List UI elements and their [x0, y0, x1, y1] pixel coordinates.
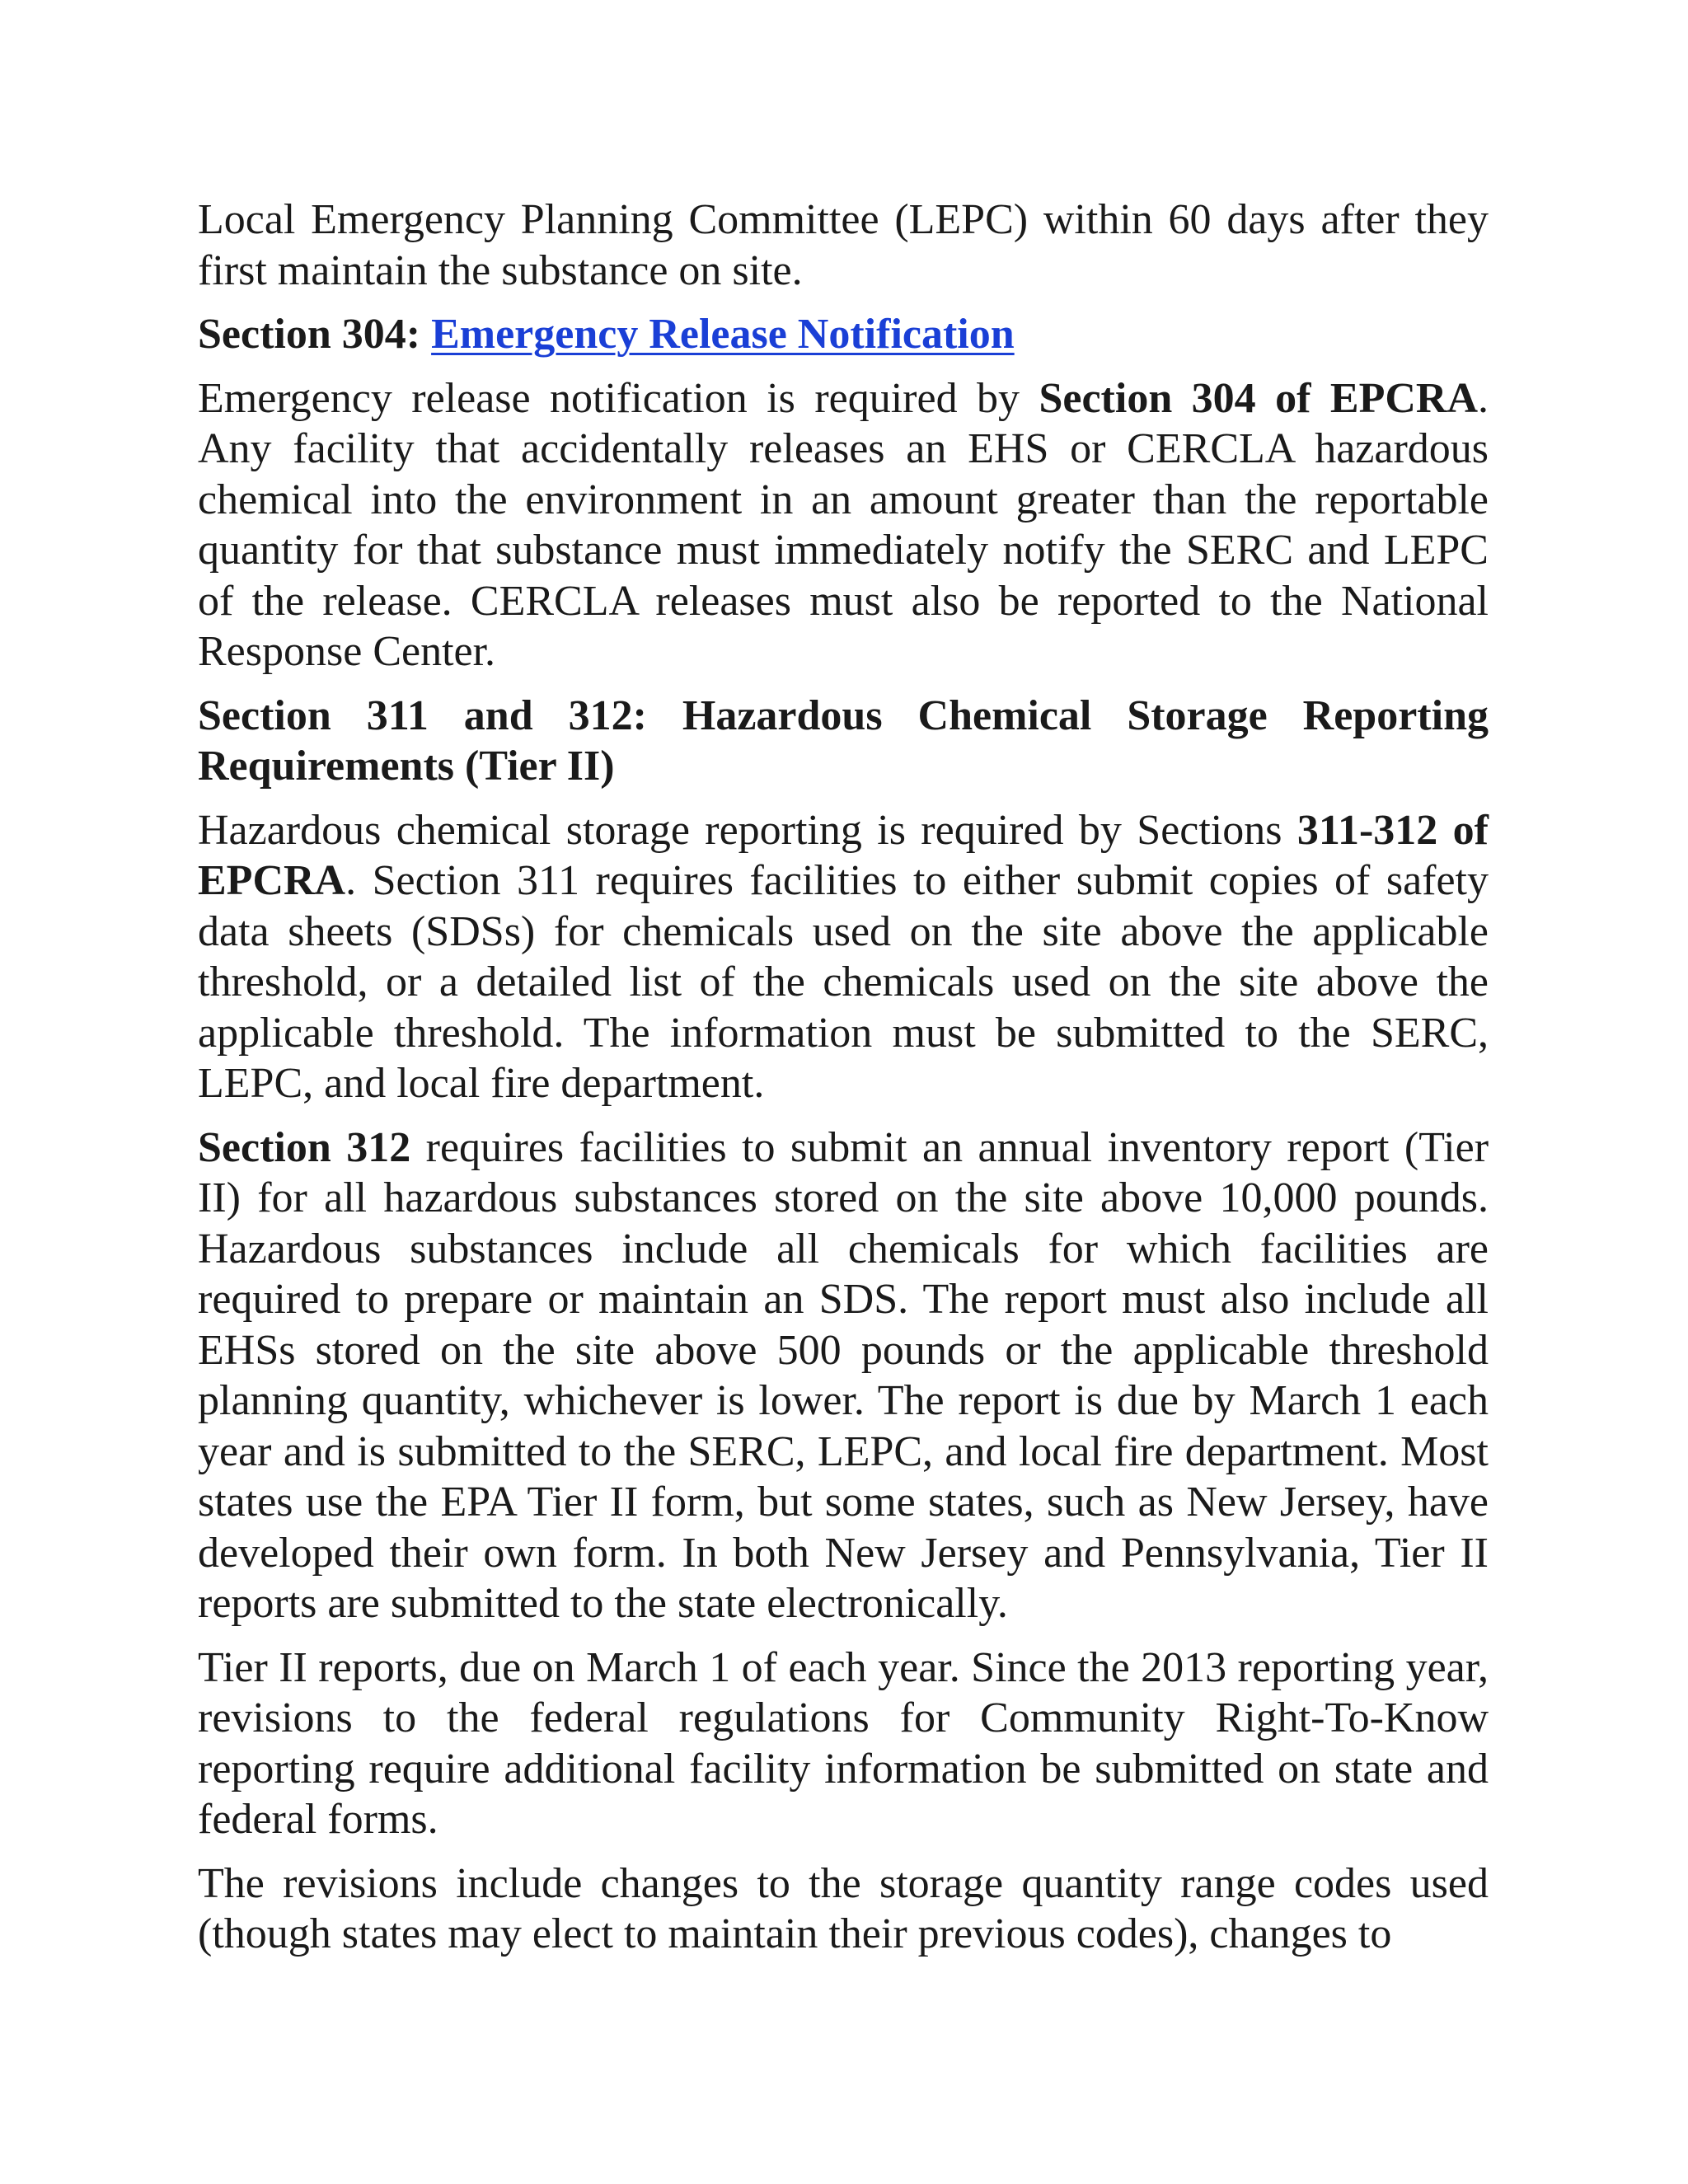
paragraph-text: Emergency release notification is required by — [198, 374, 1039, 422]
paragraph-revisions — [198, 1858, 1489, 1960]
paragraph-lepc-continuation — [198, 194, 1489, 296]
paragraph-text: requires facilities to submit an annual inventory report (Tier II) for all hazardous substances stored on the site above 10,000 pounds. Hazardous substances include all chemicals for which facilities are required to prepare or maintain an SDS. The report must also include all EHSs stored on the site above 500 pounds or the applicable threshold planning quantity, whichever is lower. The report is due by March 1 each year and is submitted to the SERC, LEPC, and local fire department. Most states use the EPA Tier II form, but some states, such as New Jersey, have developed their own form. In both New Jersey and Pennsylvania, Tier II reports are submitted to the state electronically. — [198, 1123, 1489, 1627]
paragraph-bold-text: Section 304 of EPCRA — [1039, 374, 1478, 422]
paragraph-emergency-release — [198, 373, 1489, 677]
heading-section-311-312: Section 311 and 312: Hazardous Chemical Storage Reporting Requirements (Tier II) — [198, 691, 1489, 790]
paragraph-tier-ii-reports — [198, 1643, 1489, 1845]
paragraph-text: . Any facility that accidentally releases an EHS or CERCLA hazardous chemical into the environment in an amount greater than the reportable quantity for that substance must immediately notify the SERC and LEPC of the release. CERCLA releases must also be reported to the National Response Center. — [198, 374, 1489, 675]
paragraph-storage-reporting — [198, 805, 1489, 1109]
emergency-release-notification-link[interactable]: Emergency Release Notification — [431, 311, 1015, 358]
heading-section-304 — [198, 309, 1489, 360]
heading-prefix: Section 304: — [198, 311, 432, 358]
paragraph-section-312 — [198, 1122, 1489, 1629]
paragraph-bold-text: Section 312 — [198, 1123, 411, 1171]
paragraph-text: Tier II reports, due on March 1 of each year. Since the 2013 reporting year, revisions to the federal regulations for Community Right-To-Know reporting require additional facility information be submitted on state and federal forms. — [198, 1643, 1489, 1843]
paragraph-text: Local Emergency Planning Committee (LEPC) within 60 days after they first maintain the substance on site. — [198, 196, 1489, 294]
paragraph-text: . Section 311 requires facilities to either submit copies of safety data sheets (SDSs) for chemicals used on the site above the applicable threshold, or a detailed list of the chemicals used on the site above the applicable threshold. The information must be submitted to the SERC, LEPC, and local fire department. — [198, 857, 1489, 1107]
paragraph-text: The revisions include changes to the storage quantity range codes used (though states may elect to maintain their previous codes), changes to — [198, 1859, 1489, 1957]
document-page — [198, 194, 1489, 1973]
paragraph-text: Hazardous chemical storage reporting is required by Sections — [198, 806, 1297, 854]
paragraph-bold-text: 311-312 of EPCRA — [198, 806, 1489, 904]
